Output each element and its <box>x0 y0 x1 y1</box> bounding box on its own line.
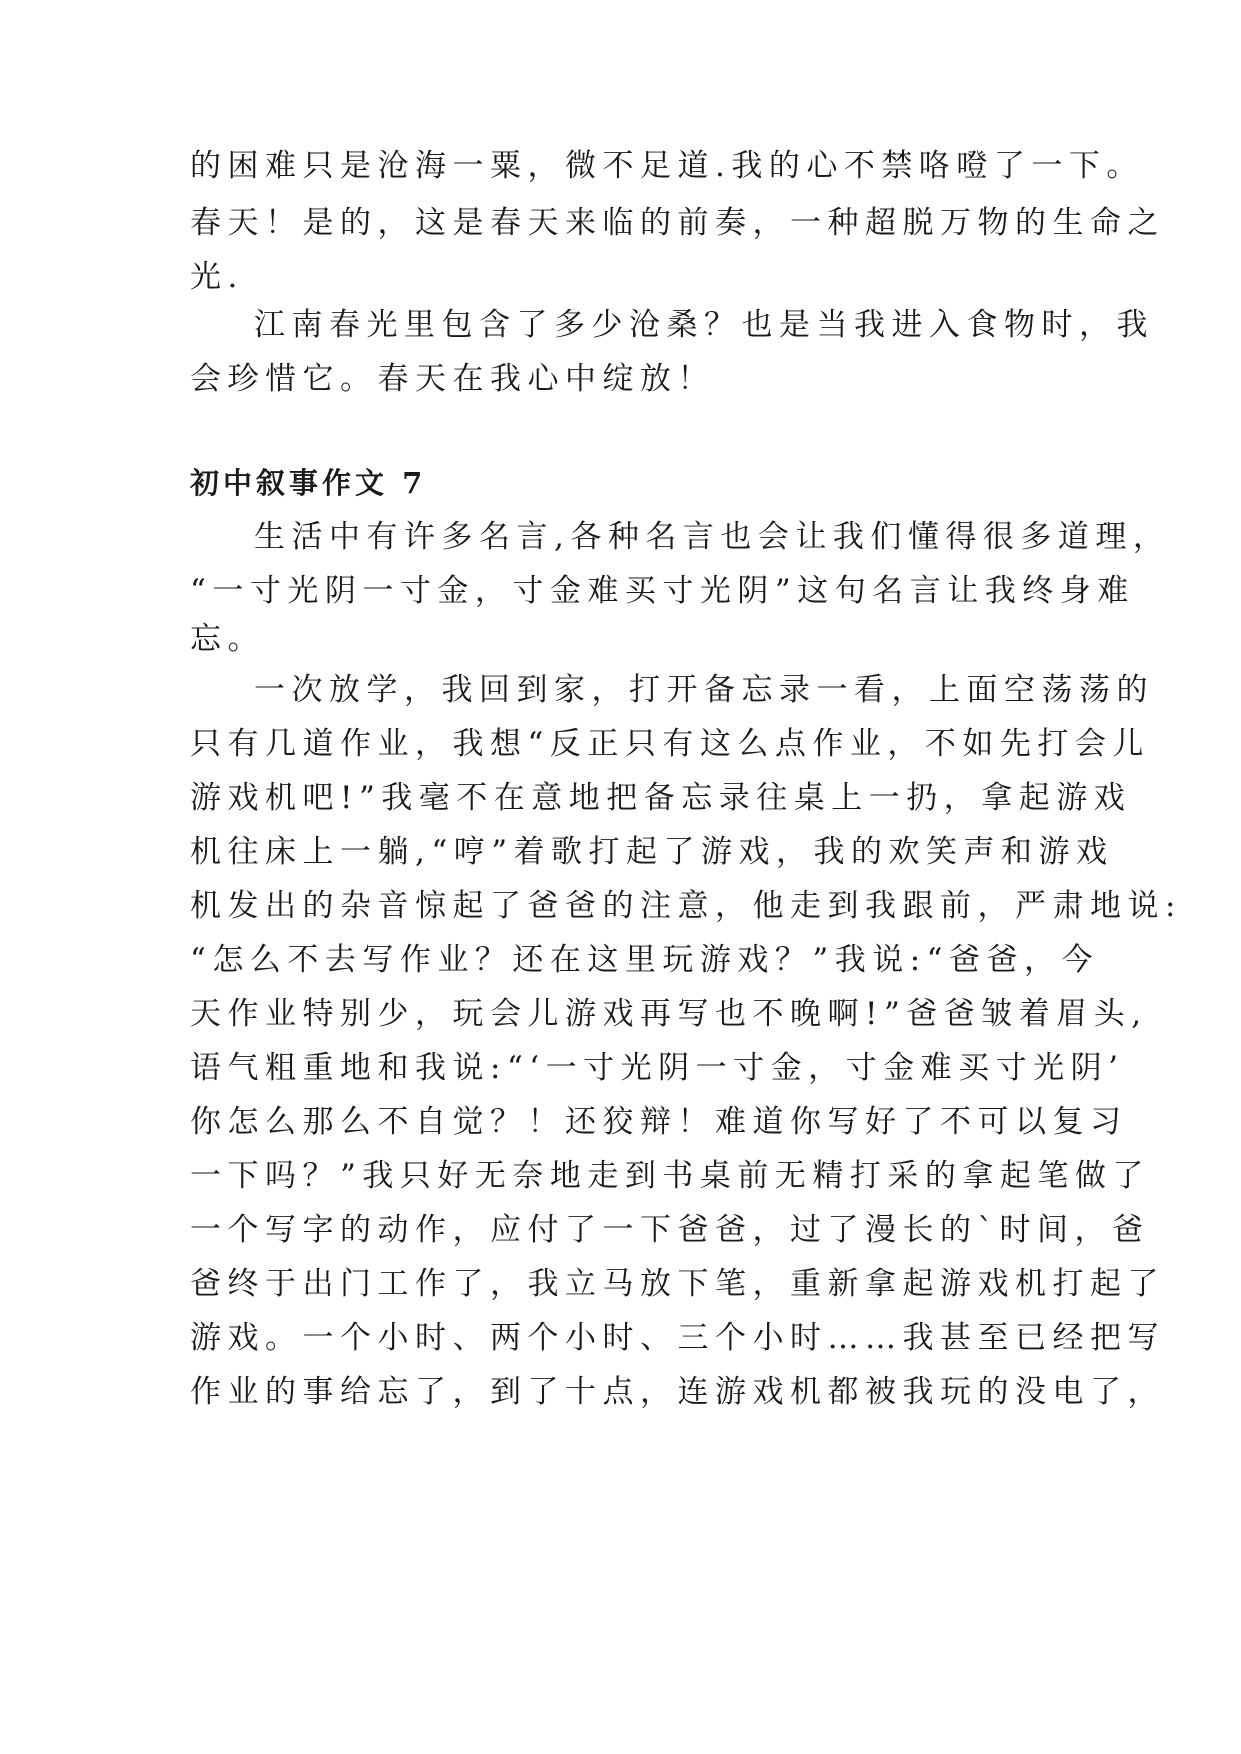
text-line: 的困难只是沧海一粟，微不足道.我的心不禁咯噔了一下。 <box>190 148 1144 184</box>
text-line: 你怎么那么不自觉？！还狡辩！难道你写好了不可以复习 <box>190 1104 1128 1140</box>
text-line: 忘。 <box>190 621 265 657</box>
text-line: 机发出的杂音惊起了爸爸的注意，他走到我跟前，严肃地说: <box>190 888 1182 924</box>
paragraph-start-line: 江南春光里包含了多少沧桑？也是当我进入食物时，我 <box>254 307 1154 343</box>
text-line: 机往床上一躺,“哼”着歌打起了游戏，我的欢笑声和游戏 <box>190 834 1114 870</box>
text-line: 春天！是的，这是春天来临的前奏，一种超脱万物的生命之 <box>190 205 1165 241</box>
text-line: 游戏机吧!”我毫不在意地把备忘录往桌上一扔，拿起游戏 <box>190 780 1132 816</box>
text-line: 游戏。一个小时、两个小时、三个小时……我甚至已经把写 <box>190 1320 1165 1356</box>
paragraph-start-line: 生活中有许多名言,各种名言也会让我们懂得很多道理， <box>254 519 1171 555</box>
essay-title: 初中叙事作文 7 <box>190 466 427 500</box>
text-line: 光. <box>190 259 244 295</box>
text-line: 只有几道作业，我想“反正只有这么点作业，不如先打会儿 <box>190 726 1150 762</box>
paragraph-start-line: 一次放学，我回到家，打开备忘录一看，上面空荡荡的 <box>254 672 1154 708</box>
text-line: “一寸光阴一寸金，寸金难买寸光阴”这句名言让我终身难 <box>190 573 1135 609</box>
text-line: 一个写字的动作，应付了一下爸爸，过了漫长的`时间，爸 <box>190 1212 1150 1248</box>
text-line: 一下吗？”我只好无奈地走到书桌前无精打采的拿起笔做了 <box>190 1158 1150 1194</box>
text-line: 会珍惜它。春天在我心中绽放！ <box>190 361 715 397</box>
text-line: 天作业特别少，玩会儿游戏再写也不晚啊!”爸爸皱着眉头, <box>190 996 1148 1032</box>
text-line: 作业的事给忘了，到了十点，连游戏机都被我玩的没电了， <box>190 1374 1165 1410</box>
text-line: 语气粗重地和我说:“‘一寸光阴一寸金，寸金难买寸光阴’ <box>190 1050 1125 1086</box>
text-line: “怎么不去写作业？还在这里玩游戏？”我说:“爸爸，今 <box>190 942 1099 978</box>
text-line: 爸终于出门工作了，我立马放下笔，重新拿起游戏机打起了 <box>190 1266 1165 1302</box>
